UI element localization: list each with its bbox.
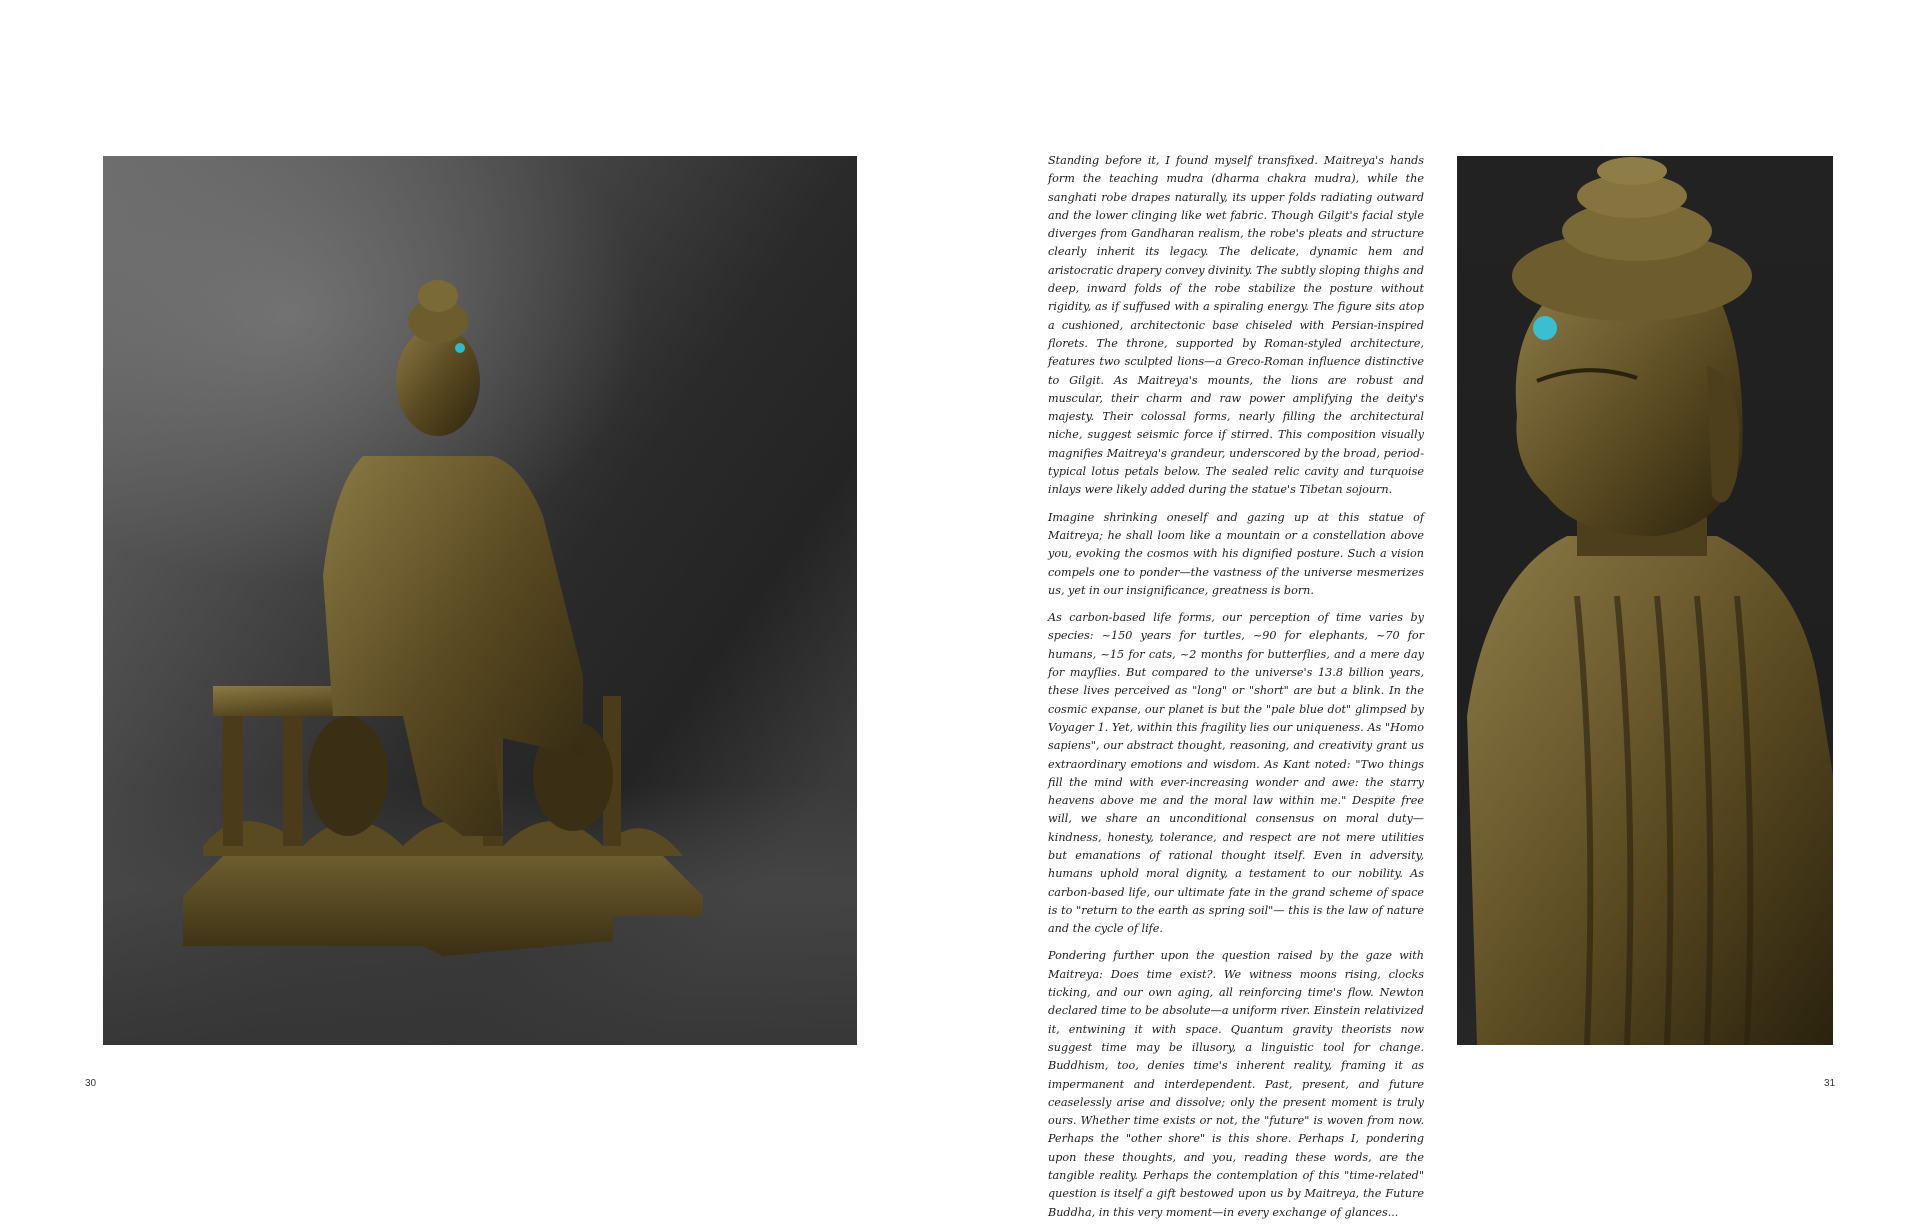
page-number-right: 31: [1824, 1078, 1836, 1089]
page-number-left: 30: [85, 1078, 97, 1089]
paragraph-statue-description: Standing before it, I found myself transfixed. Maitreya's hands form the teaching mudra (dharma chakra mudra), while the sanghati robe drapes naturally, its upper folds radiating outward and the lower clinging like wet fabric. Though Gilgit's facial style diverges from Gandharan realism, the robe's pleats and structure clearly inherit its legacy. The delicate, dynamic hem and aristocratic drapery convey divinity. The subtly sloping thighs and deep, inward folds of the robe stabilize the posture without rigidity, as if suffused with a spiraling energy. The figure sits atop a cushioned, architectonic base chiseled with Persian-inspired florets. The throne, supported by Roman-styled architecture, features two sculpted lions—a Greco-Roman influence distinctive to Gilgit. As Maitreya's mounts, the lions are robust and muscular, their charm and raw power amplifying the deity's majesty. Their colossal forms, nearly filling the architectural niche, suggest seismic force if stirred. This composition visually magnifies Maitreya's grandeur, underscored by the broad, period-typical lotus petals below. The sealed relic cavity and turquoise inlays were likely added during the statue's Tibetan sojourn.: [1048, 154, 1424, 497]
right-statue-closeup-photo: [1457, 156, 1833, 1045]
essay-text-column: [1048, 152, 1424, 1231]
paragraph-time-question: Pondering further upon the question raised by the gaze with Maitreya: Does time exist?. We witness moons rising, clocks ticking, and our own aging, all reinforcing time's flow. Newton declared time to be absolute—a uniform river. Einstein relativized it, entwining it with space. Quantum gravity theorists now suggest time may be illusory, a linguistic tool for change. Buddhism, too, denies time's inherent reality, framing it as impermanent and interdependent. Past, present, and future ceaselessly arise and dissolve; only the present moment is truly ours. Whether time exists or not, the "future" is woven from now. Perhaps the "other shore" is this shore. Perhaps I, pondering upon these thoughts, and you, reading these words, are the tangible reality. Perhaps the contemplation of this "time-related" question is itself a gift bestowed upon us by Maitreya, the Future Buddha, in this very moment—in every exchange of glances...: [1048, 949, 1424, 1219]
seated-maitreya-statue-illustration: [103, 156, 857, 1045]
paragraph-carbon-life: As carbon-based life forms, our perception of time varies by species: ~150 years for turtles, ~90 for elephants, ~70 for humans, ~15 for cats, ~2 months for butterflies, and a mere day for mayflies. But compared to the universe's 13.8 billion years, these lives perceived as "long" or "short" are but a blink. In the cosmic expanse, our planet is but the "pale blue dot" glimpsed by Voyager 1. Yet, within this fragility lies our uniqueness. As "Homo sapiens", our abstract thought, reasoning, and creativity grant us extraordinary emotions and wisdom. As Kant noted: "Two things fill the mind with ever-increasing wonder and awe: the starry heavens above me and the moral law within me." Despite free will, we share an unconditional consensus on moral duty—kindness, honesty, tolerance, and respect are not mere utilities but emanations of rational thought itself. Even in adversity, humans uphold moral dignity, a testament to our nobility. As carbon-based life, our ultimate fate in the grand scheme of space is to "return to the earth as spring soil"— this is the law of nature and the cycle of life.: [1048, 611, 1424, 936]
maitreya-head-closeup-illustration: [1457, 156, 1833, 1045]
paragraph-cosmic-contemplation: Imagine shrinking oneself and gazing up at this statue of Maitreya; he shall loom like a mountain or a constellation above you, evoking the cosmos with his dignified posture. Such a vision compels one to ponder—the vastness of the universe mesmerizes us, yet in our insignificance, greatness is born.: [1048, 510, 1424, 597]
left-statue-photo: [103, 156, 857, 1045]
